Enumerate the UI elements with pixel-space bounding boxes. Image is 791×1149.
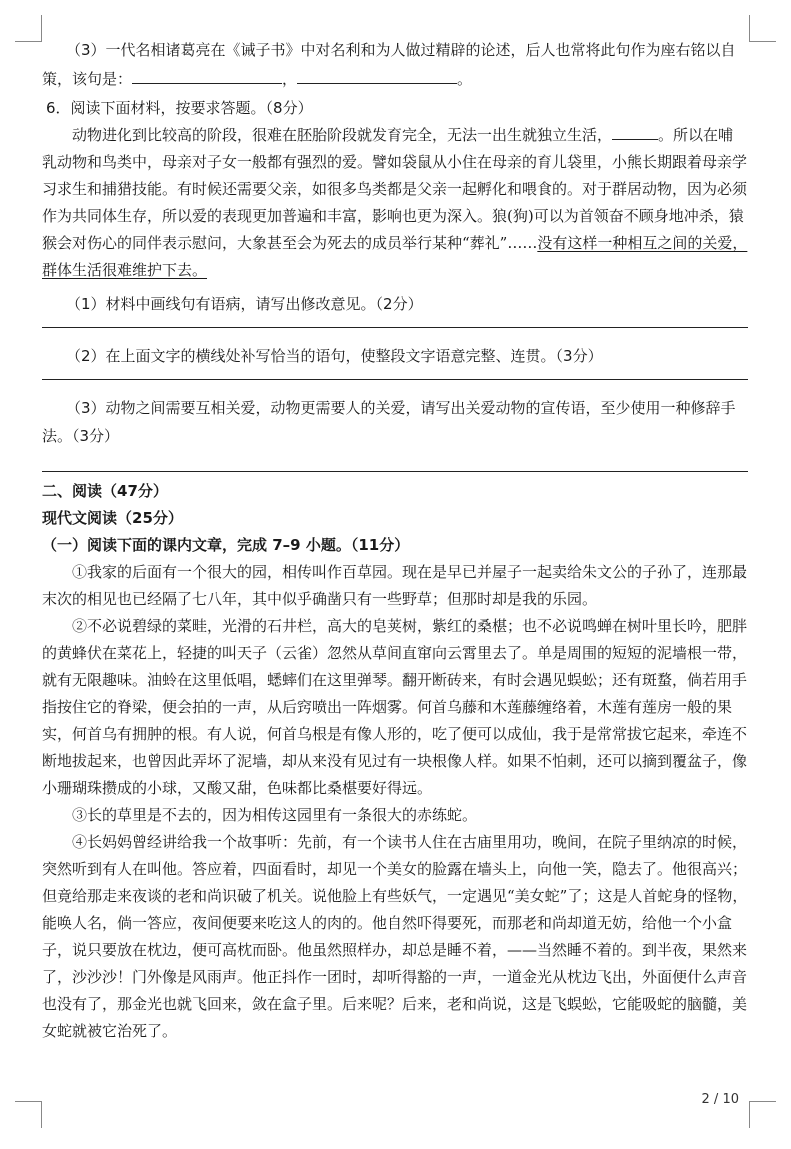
passage-paragraph-4: ④长妈妈曾经讲给我一个故事听：先前，有一个读书人住在古庙里用功，晚间，在院子里纳凉的时候，突然听到有人在叫他。答应着，四面看时，却见一个美女的脸露在墙头上，向他一笑，隐去了。他很高兴；但竟给那走来夜谈的老和尚识破了机关。说他脸上有些妖气，一定遇见“美女蛇”了；这是人首蛇身的怪物，能唤人名，倘一答应，夜间便要来吃这人的肉的。他自然吓得要死，而那老和尚却道无妨，给他一个小盒子，说只要放在枕边，便可高枕而卧。他虽然照样办，却总是睡不着，——当然睡不着的。到半夜，果然来了，沙沙沙！门外像是风雨声。他正抖作一团时，却听得豁的一声，一道金光从枕边飞出，外面便什么声音也没有了，那金光也就飞回来，敛在盒子里。后来呢？后来，老和尚说，这是飞蜈蚣，它能吸蛇的脑髓，美女蛇就被它治死了。 [42, 833, 748, 1040]
reading-part-1-heading: （一）阅读下面的课内文章，完成 7–9 小题。（11分） [42, 536, 410, 554]
passage-paragraph-3: ③长的草里是不去的，因为相传这园里有一条很大的赤练蛇。 [72, 806, 478, 824]
question-5-3-text: （3）一代名相诸葛亮在《诫子书》中对名利和为人做过精辟的论述，后人也常将此句作为座右铭以自策，该句是： [42, 41, 736, 88]
question-6-heading: 6．阅读下面材料，按要求答题。（8分） [46, 99, 313, 117]
page-content [42, 36, 748, 1045]
question-6-sub3: （3）动物之间需要互相关爱，动物更需要人的关爱，请写出关爱动物的宣传语，至少使用一种修辞手法。（3分） [42, 399, 736, 445]
passage-paragraph-2: ②不必说碧绿的菜畦，光滑的石井栏，高大的皂荚树，紫红的桑椹；也不必说鸣蝉在树叶里长吟，肥胖的黄蜂伏在菜花上，轻捷的叫天子（云雀）忽然从草间直窜向云霄里去了。单是周围的短短的泥墙根一带，就有无限趣味。油蛉在这里低唱，蟋蟀们在这里弹琴。翻开断砖来，有时会遇见蜈蚣；还有斑蝥，倘若用手指按住它的脊梁，便会拍的一声，从后窍喷出一阵烟雾。何首乌藤和木莲藤缠络着，木莲有莲房一般的果实，何首乌有拥肿的根。有人说，何首乌根是有像人形的，吃了便可以成仙，我于是常常拔它起来，牵连不断地拔起来，也曾因此弄坏了泥墙，却从来没有见过有一块根像人样。如果不怕刺，还可以摘到覆盆子，像小珊瑚珠攒成的小球，又酸又甜，色味都比桑椹要好得远。 [42, 617, 748, 797]
answer-blank-1[interactable] [132, 67, 282, 84]
period: 。 [457, 70, 473, 88]
crop-mark-bottom-left [15, 1101, 42, 1128]
answer-line-2[interactable] [42, 378, 748, 380]
answer-line-1[interactable] [42, 326, 748, 328]
page-number: 2 / 10 [701, 1092, 739, 1107]
crop-mark-bottom-right [749, 1101, 776, 1128]
fill-in-blank[interactable] [612, 123, 658, 140]
question-6-material [42, 122, 748, 284]
section-2-title: 二、阅读（47分） [42, 482, 168, 500]
question-5-3 [42, 36, 748, 94]
underlined-sentence: 没有这样一种相互之间的关爱，群体生活很难维护下去。 [42, 234, 748, 279]
crop-mark-top-right [749, 15, 776, 42]
question-6-sub1: （1）材料中画线句有语病，请写出修改意见。（2分） [66, 295, 423, 313]
material-text-2: 。所以在哺乳动物和鸟类中，母亲对子女一般都有强烈的爱。譬如袋鼠从小住在母亲的育儿袋里，小熊长期跟着母亲学习求生和捕猎技能。有时候还需要父亲，如很多鸟类都是父亲一起孵化和喂食的。对于群居动物，因为必须作为共同体生存，所以爱的表现更加普遍和丰富，影响也更为深入。狼(狗)可以为首领奋不顾身地冲杀，猿猴会对伤心的同伴表示慰问，大象甚至会为死去的成员举行某种“葬礼”…… [42, 126, 748, 252]
crop-mark-top-left [15, 15, 42, 42]
answer-line-3[interactable] [42, 470, 748, 472]
section-2-subtitle: 现代文阅读（25分） [42, 509, 183, 527]
passage-paragraph-1: ①我家的后面有一个很大的园，相传叫作百草园。现在是早已并屋子一起卖给朱文公的子孙了，连那最末次的相见也已经隔了七八年，其中似乎确凿只有一些野草；但那时却是我的乐园。 [42, 563, 748, 608]
answer-blank-2[interactable] [297, 67, 457, 84]
material-text-1: 动物进化到比较高的阶段，很难在胚胎阶段就发育完全，无法一出生就独立生活， [72, 126, 613, 144]
question-6-sub2: （2）在上面文字的横线处补写恰当的语句，使整段文字语意完整、连贯。（3分） [66, 347, 603, 365]
comma: ， [282, 70, 298, 88]
